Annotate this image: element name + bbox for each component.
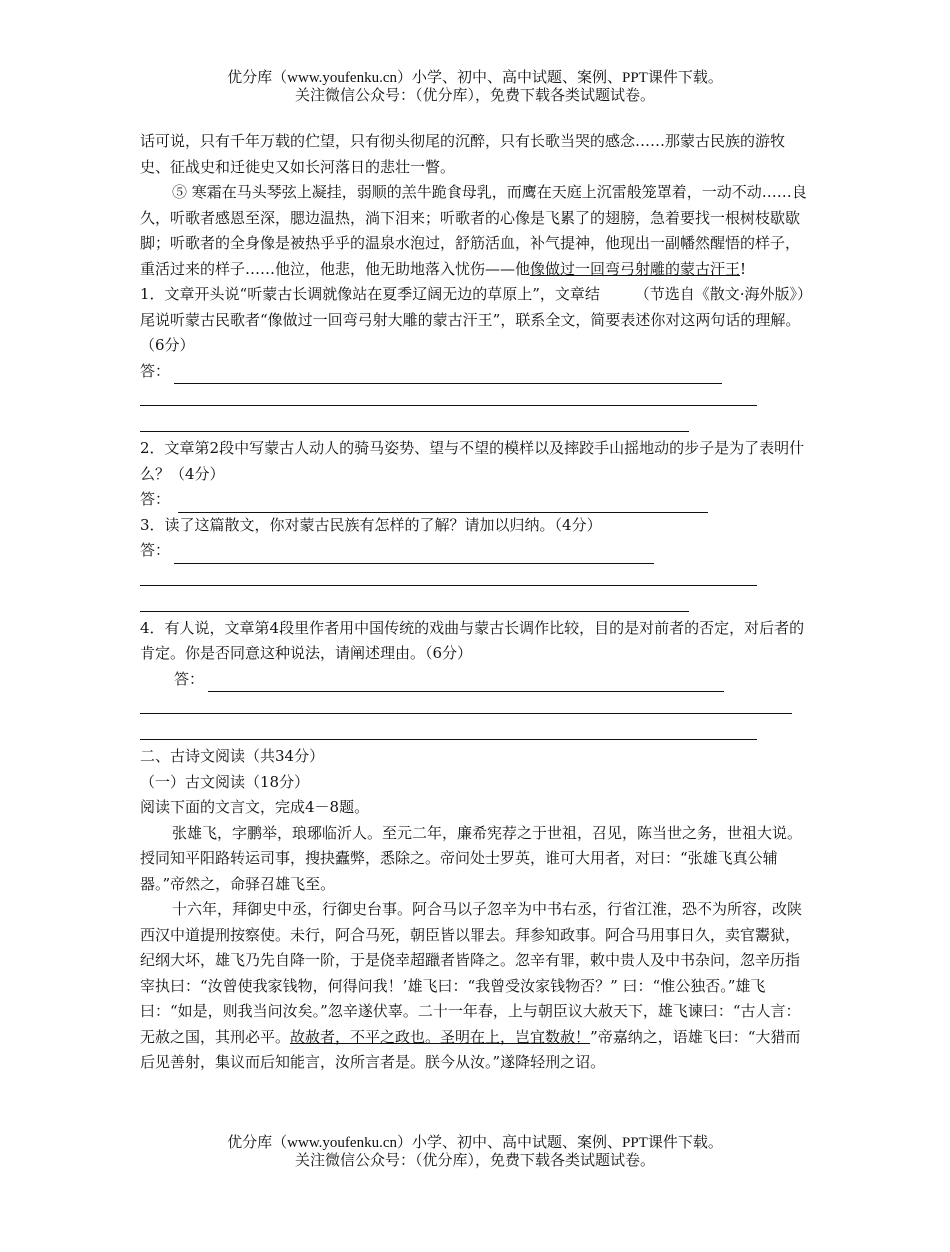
answer-line[interactable] <box>140 384 757 406</box>
answer-line[interactable] <box>174 545 654 564</box>
passage-paragraph-continued: 话可说，只有千年万载的伫望，只有彻头彻尾的沉醉，只有长歌当哭的感念……那蒙古民族的游牧史、征战史和迁徙史又如长河落日的悲壮一瞥。 <box>140 132 786 176</box>
question-1: 1．文章开头说“听蒙古长调就像站在夏季辽阔无边的草原上”，文章结尾说听蒙古民歌者“像做过一回弯弓射大雕的蒙古汗王”，联系全文，简要表述你对这两句话的理解。（6分） <box>140 285 801 354</box>
classical-paragraph-2-end: ”帝嘉纳之，语雄飞曰：“大猎而后见善射，集议而后知能言，汝所言者是。朕今从汝。”遂降轻刑之诏。 <box>140 1027 801 1071</box>
answer-line[interactable] <box>178 494 708 513</box>
page-header <box>0 69 950 105</box>
answer-label: 答： <box>140 541 171 559</box>
question-4: 4．有人说，文章第4段里作者用中国传统的戏曲与蒙古长调作比较，目的是对前者的否定，对后者的肯定。你是否同意这种说法，请阐述理由。（6分） <box>140 618 805 662</box>
answer-row-2 <box>140 487 812 513</box>
answer-row-3 <box>140 538 812 564</box>
classical-paragraph-2 <box>140 897 812 1076</box>
classical-paragraph-2-text: 十六年，拜御史中丞，行御史台事。阿合马以子忽辛为中书右丞，行省江淮，恐不为所容，改陕西汉中道提刑按察使。未行，阿合马死，朝臣皆以罪去。拜参知政事。阿合马用事日久，卖官鬻狱，纪纲大坏，雄飞乃先自降一阶，于是侥幸超躐者皆降之。忽辛有罪，敕中贵人及中书杂问，忽辛历指宰执曰：“汝曾使我家钱物，何得问我！’雄飞曰：“我曾受汝家钱物否？” 曰：“惟公独否。”雄飞曰：“如是，则我当问汝矣。”忽辛遂伏辜。二十一年春，上与朝臣议大赦天下，雄飞谏曰：“古人言：无赦之国，其刑必平。 <box>140 900 803 1046</box>
answer-line[interactable] <box>174 365 722 384</box>
answer-line[interactable] <box>140 692 792 714</box>
answer-row-4 <box>140 667 812 693</box>
question-2: 2．文章第2段中写蒙古人动人的骑马姿势、望与不望的模样以及摔跤手山摇地动的步子是为了表明什么？（4分） <box>140 439 805 483</box>
question-3: 3．读了这篇散文，你对蒙古民族有怎样的了解？请加以归纳。（4分） <box>140 515 602 534</box>
section-2-instruction: 阅读下面的文言文，完成4－8题。 <box>140 798 370 816</box>
paragraph-5-text: ⑤ 寒霜在马头琴弦上凝挂，弱顺的羔牛跪食母乳，而鹰在天庭上沉雷般笼罩着，一动不动……良久，听歌者感恩至深，腮边温热，淌下泪来；听歌者的心像是飞累了的翅膀，急着要找一根树枝歇歇脚；听歌者的全身像是被热乎乎的温泉水泡过，舒筋活血，补气提神，他现出一副幡然醒悟的样子，重活过来的样子……他泣，他悲，他无助地落入忧伤——他 <box>140 183 807 278</box>
classical-paragraph-1: 张雄飞，字鹏举，琅琊临沂人。至元二年，廉希宪荐之于世祖，召见，陈当世之务，世祖大说。授同知平阳路转运司事，搜抉蠹弊，悉除之。帝问处士罗英，谁可大用者，对曰：“张雄飞真公辅器。”帝然之，命驿召雄飞至。 <box>140 823 803 893</box>
answer-line[interactable] <box>140 410 689 432</box>
page-footer <box>0 1134 950 1170</box>
document-body <box>140 129 812 1076</box>
answer-line[interactable] <box>140 590 689 612</box>
answer-row-1 <box>140 359 812 385</box>
paragraph-5-underlined: 像做过一回弯弓射雕的蒙古汗王 <box>530 259 741 278</box>
section-2-subtitle: （一）古文阅读（18分） <box>140 772 310 791</box>
answer-line[interactable] <box>140 564 757 586</box>
answer-label: 答： <box>174 669 205 688</box>
header-line-1: 优分库（www.youfenku.cn）小学、初中、高中试题、案例、PPT课件下载。 <box>227 70 723 86</box>
answer-label: 答： <box>140 490 171 508</box>
answer-label: 答： <box>140 361 171 380</box>
answer-line[interactable] <box>208 673 724 692</box>
paragraph-5-end: ! <box>740 259 747 278</box>
passage-source: （节选自《散文·海外版》） <box>634 285 812 303</box>
footer-line-2: 关注微信公众号：（优分库），免费下载各类试题试卷。 <box>294 1153 655 1169</box>
footer-line-1: 优分库（www.youfenku.cn）小学、初中、高中试题、案例、PPT课件下载。 <box>227 1135 723 1151</box>
classical-underlined-sentence: 故赦者，不平之政也。圣明在上，岂宜数赦！ <box>290 1027 591 1046</box>
header-line-2: 关注微信公众号：（优分库），免费下载各类试题试卷。 <box>294 88 655 104</box>
section-2-title: 二、古诗文阅读（共34分） <box>140 747 325 765</box>
passage-paragraph-5 <box>140 180 812 303</box>
answer-line[interactable] <box>140 718 757 740</box>
